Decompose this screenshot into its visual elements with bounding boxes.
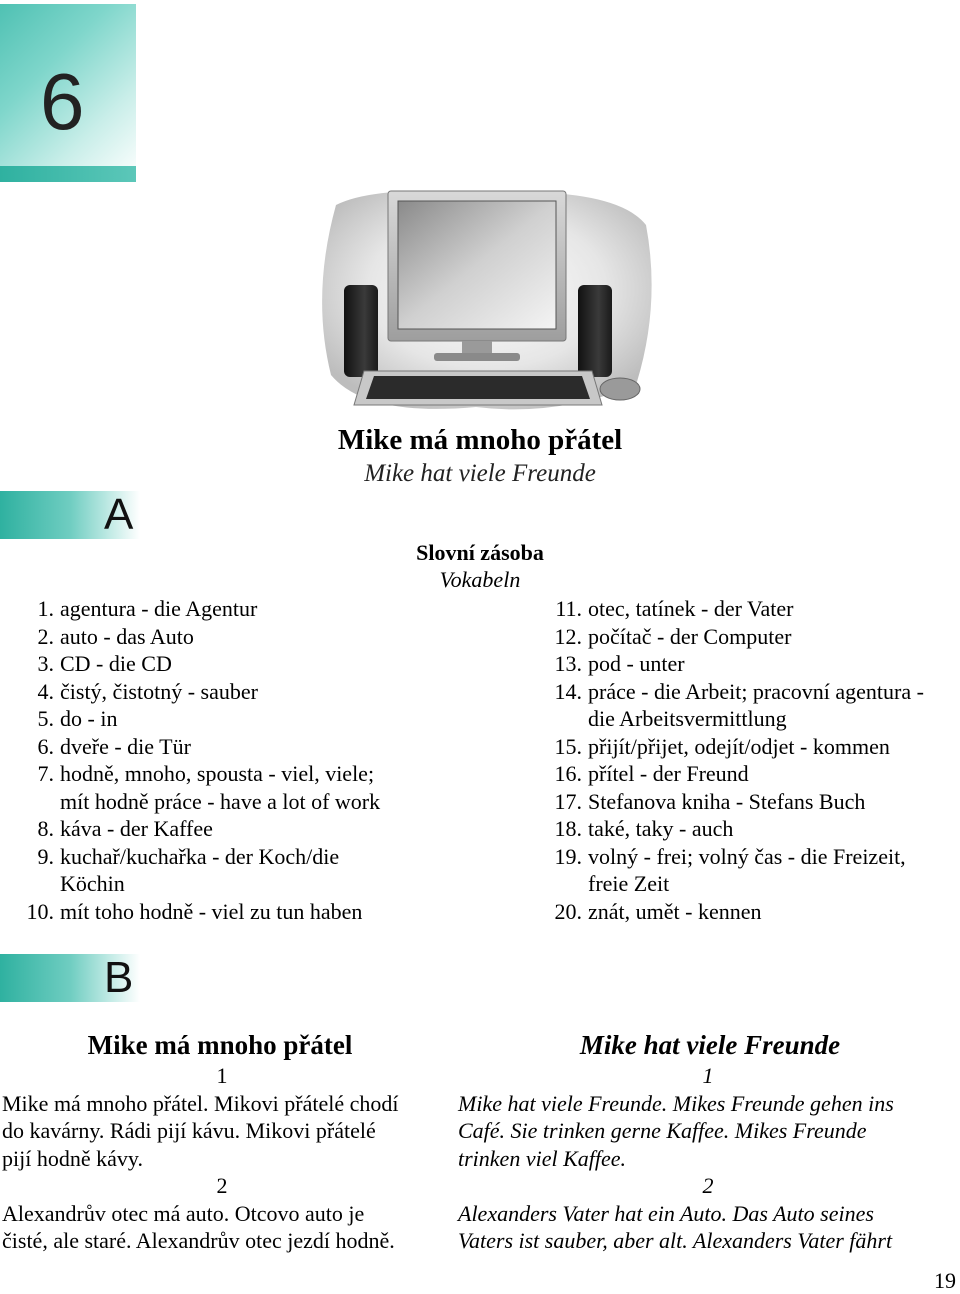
paragraph-number: 2 xyxy=(216,1173,228,1198)
story-line: Mike hat viele Freunde. Mikes Freunde gehen ins xyxy=(458,1090,894,1116)
vocab-item: 19. volný - frei; volný čas - die Freizeit, freie Zeit xyxy=(554,843,906,896)
story-line: Mike má mnoho přátel. Mikovi přátelé chodí xyxy=(2,1090,399,1116)
section-a-label: A xyxy=(104,490,134,539)
page-number: 19 xyxy=(934,1268,956,1293)
vocab-item: 20. znát, umět - kennen xyxy=(554,898,762,924)
paragraph-number: 1 xyxy=(702,1063,714,1088)
chapter-number: 6 xyxy=(40,57,85,146)
section-b-label: B xyxy=(104,953,134,1002)
computer-illustration xyxy=(316,185,656,415)
story-line: trinken viel Kaffee. xyxy=(458,1145,626,1171)
vocab-item: 10. mít toho hodně - viel zu tun haben xyxy=(26,898,363,924)
vocab-item: 3. CD - die CD xyxy=(37,651,172,676)
page-subtitle: Mike hat viele Freunde xyxy=(364,460,596,487)
section-b-bar xyxy=(0,954,140,1002)
story-line: čisté, ale staré. Alexandrův otec jezdí hodně. xyxy=(2,1228,395,1253)
story-title-cz: Mike má mnoho přátel xyxy=(87,1030,353,1060)
vocab-item: 15. přijít/přijet, odejít/odjet - kommen xyxy=(554,733,890,759)
chapter-badge xyxy=(0,4,136,182)
section-a-bar xyxy=(0,491,140,539)
story-line: pijí hodně kávy. xyxy=(2,1145,143,1171)
story-line: Vaters ist sauber, aber alt. Alexanders Vater fährt xyxy=(458,1228,893,1253)
story-line: Alexanders Vater hat ein Auto. Das Auto seines xyxy=(458,1200,874,1226)
vocab-item: 9. kuchař/kuchařka - der Koch/die Köchin xyxy=(37,843,340,896)
vocab-item: 1. agentura - die Agentur xyxy=(37,596,258,621)
chapter-badge-bar xyxy=(0,166,136,182)
vocab-item: 16. přítel - der Freund xyxy=(554,761,749,786)
vocab-item: 13. pod - unter xyxy=(554,651,685,676)
vocab-item: 6. dveře - die Tür xyxy=(37,733,191,759)
story-line: Café. Sie trinken gerne Kaffee. Mikes Freunde xyxy=(458,1118,867,1143)
page-title: Mike má mnoho přátel xyxy=(337,424,623,456)
vocab-item: 2. auto - das Auto xyxy=(37,623,194,649)
story-title-de: Mike hat viele Freunde xyxy=(579,1030,841,1060)
paragraph-number: 1 xyxy=(216,1063,228,1088)
vocab-item: 17. Stefanova kniha - Stefans Buch xyxy=(554,788,866,814)
vocab-item: 7. hodně, mnoho, spousta - viel, viele; mít hodně práce - have a lot of work xyxy=(37,761,381,814)
vocab-list-right xyxy=(550,595,960,925)
story-text-de xyxy=(458,1062,958,1255)
vocab-item: 5. do - in xyxy=(37,706,118,731)
vocab-item: 8. káva - der Kaffee xyxy=(37,816,213,841)
story-line: Alexandrův otec má auto. Otcovo auto je xyxy=(2,1200,365,1226)
story-line: do kavárny. Rádi pijí kávu. Mikovi přátelé xyxy=(2,1118,376,1143)
story-text-cz xyxy=(2,1062,442,1255)
vocab-heading-sub: Vokabeln xyxy=(439,567,521,592)
vocab-item: 12. počítač - der Computer xyxy=(554,623,792,649)
vocab-item: 11. otec, tatínek - der Vater xyxy=(555,596,794,621)
vocab-list-left xyxy=(24,595,464,925)
vocab-item: 14. práce - die Arbeit; pracovní agentura - die Arbeitsvermittlung xyxy=(554,678,924,731)
vocab-item: 18. také, taky - auch xyxy=(554,816,734,841)
vocab-item: 4. čistý, čistotný - sauber xyxy=(37,678,258,704)
paragraph-number: 2 xyxy=(702,1173,714,1198)
vocab-heading: Slovní zásoba xyxy=(416,540,544,565)
